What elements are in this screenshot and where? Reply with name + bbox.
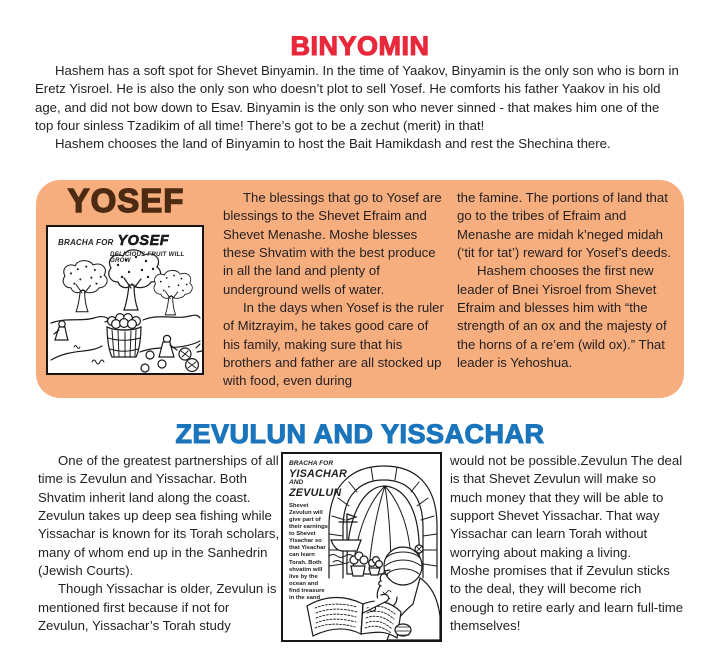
yosef-col1-paragraph-2: In the days when Yosef is the ruler of Mitzrayim, he takes good care of his family, making sure that his brothers and father are all stocked up with food, even during — [223, 300, 444, 389]
zevulun-col1-paragraph-1: One of the greatest partnerships of all time is Zevulun and Yissachar. Both Shvatim inherit land along the coast. Zevulun takes up deep sea fishing while Yissachar is known for its Torah scholars, many of whom end up in the Sanhedrin (Jewish Courts). — [38, 453, 280, 579]
caption-subtitle: DELICIOUS FRUIT WILL GROW — [110, 250, 185, 264]
binyomin-paragraphs — [35, 62, 681, 154]
zevulun-heading: ZEVULUN AND YISSACHAR — [175, 419, 545, 449]
yosef-box — [36, 180, 684, 398]
yosef-illustration-caption — [58, 234, 197, 264]
yosef-col2-paragraph-2: Hashem chooses the first new leader of Bnei Yisroel from Shevet Efraim and blesses him with “the strength of an ox and the majesty of the horns of a re’em (wild ox).” That leader is Yehoshua. — [457, 263, 667, 371]
yosef-column-1 — [223, 189, 446, 391]
zevulun-illustration-caption — [289, 460, 347, 602]
caption-name: YOSEF — [117, 233, 170, 249]
binyomin-heading: BINYOMIN — [290, 31, 430, 61]
caption-name-1: YISACHAR — [289, 467, 347, 480]
caption-prefix: BRACHA FOR — [289, 460, 334, 467]
caption-name-2: ZEVULUN — [289, 486, 342, 499]
yosef-col2-paragraph-1: the famine. The portions of land that go to the tribes of Efraim and Menashe are midah k’neged midah (‘tit for tat’) reward for Yosef’s deeds. — [457, 190, 672, 261]
caption-body: Shevet Zevulun will give part of their earnings to Shevet Yisachar so that Yisachar can learn Torah. Both shvatim will live by the ocean and find treasure in the sand — [289, 502, 328, 601]
yosef-col1-paragraph-1: The blessings that go to Yosef are blessings to the Shevet Efraim and Shevet Menashe. Moshe blesses these Shvatim with the best produce in all the land and plenty of underground wells of water. — [223, 190, 442, 297]
yosef-column-2 — [457, 189, 676, 372]
zevulun-col1-paragraph-2: Though Yissachar is older, Zevulun is mentioned first because if not for Zevulun, Yissachar’s Torah study — [38, 581, 277, 634]
zevulun-col2-paragraph-1: would not be possible.Zevulun The deal is that Shevet Zevulun will make so much money that they will be able to support Shevet Yissachar. That way Yissachar can learn Torah without worrying about making a living. — [450, 453, 683, 560]
yosef-title: YOSEF — [67, 182, 185, 219]
zevulun-column-2 — [450, 452, 684, 635]
caption-prefix: BRACHA FOR — [58, 238, 114, 247]
zevulun-column-1 — [38, 452, 280, 635]
caption-and: AND — [289, 479, 304, 487]
binyomin-paragraph-1: Hashem has a soft spot for Shevet Binyamin. In the time of Yaakov, Binyamin is the only son who is born in Eretz Yisroel. He is also the only son who doesn’t plot to sell Yosef. He comforts his father Yaakov in his old age, and did not bow down to Esav. Binyamin is the only son who never sinned - that makes him one of the top four sinless Tzadikim of all time! There’s got to be a zechut (merit) in that! — [35, 63, 679, 134]
yosef-illustration — [46, 225, 204, 375]
zevulun-col2-paragraph-2: Moshe promises that if Zevulun sticks to the deal, they will become rich enough to retire early and learn full-time themselves! — [450, 563, 684, 634]
binyomin-paragraph-2: Hashem chooses the land of Binyamin to host the Bait Hamikdash and rest the Shechina there. — [55, 136, 611, 152]
zevulun-illustration — [281, 452, 442, 642]
